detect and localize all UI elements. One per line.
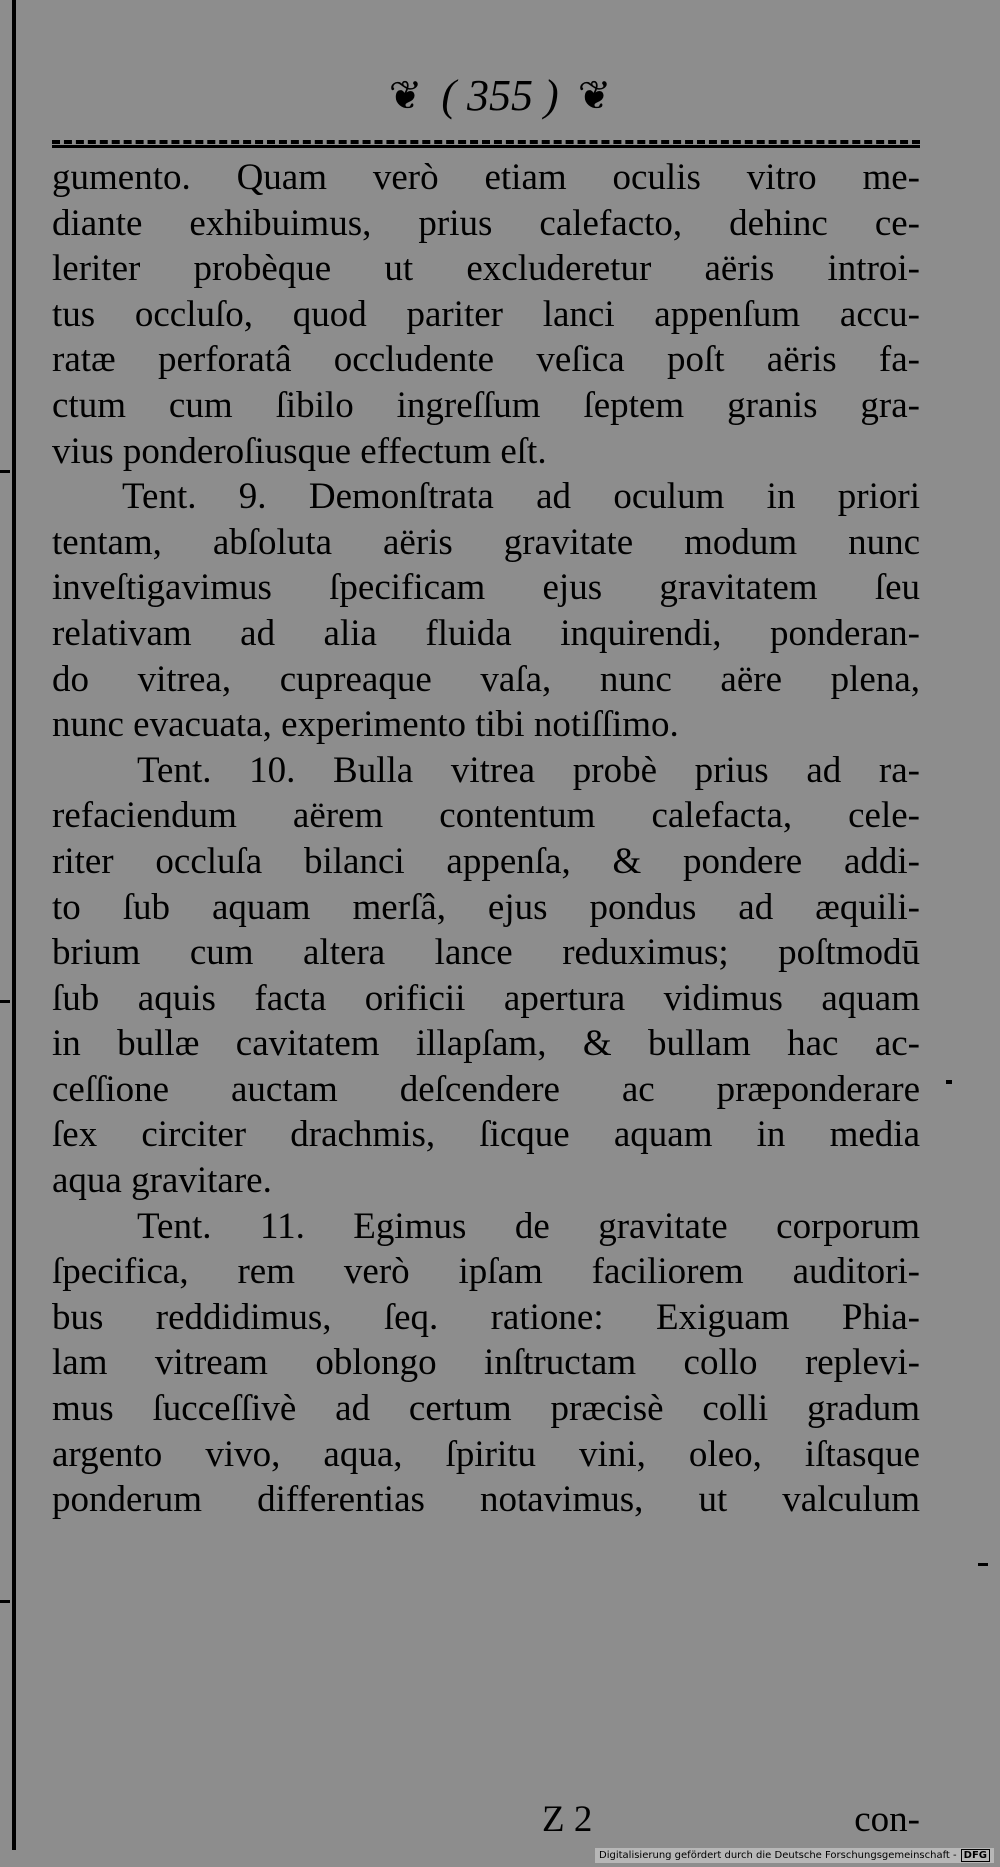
text-line: mus ſucceſſivè ad certum præcisè colli gradum xyxy=(52,1388,920,1430)
body-text xyxy=(52,155,920,1523)
page-edge-rule xyxy=(12,0,16,1850)
left-ornament-icon: ❦ xyxy=(388,72,423,119)
page-footer xyxy=(52,1798,920,1848)
text-line: leriter probèque ut excluderetur aëris introi- xyxy=(52,248,920,290)
text-line: gumento. Quam verò etiam oculis vitro me- xyxy=(52,157,920,198)
text-line: relativam ad alia fluida inquirendi, ponderan- xyxy=(52,612,920,654)
text-line: brium cum altera lance reduximus; poſtmodū xyxy=(52,932,920,974)
text-line: Tent. 10. Bulla vitrea probè prius ad ra- xyxy=(137,749,920,791)
scan-speck xyxy=(946,1080,952,1084)
text-line: ſex circiter drachmis, ſicque aquam in media xyxy=(52,1114,920,1156)
text-line: aqua gravitare. xyxy=(52,1160,272,1202)
text-line: lam vitream oblongo inſtructam collo replevi- xyxy=(52,1342,920,1384)
text-line: in bullæ cavitatem illapſam, & bullam hac ac- xyxy=(52,1023,920,1065)
text-line: Tent. 9. Demonſtrata ad oculum in priori xyxy=(122,476,920,518)
text-line: ctum cum ſibilo ingreſſum ſeptem granis gra- xyxy=(52,384,920,426)
edge-mark xyxy=(0,1000,10,1003)
text-line: diante exhibuimus, prius calefacto, dehinc ce- xyxy=(52,202,920,244)
text-line: vius ponderoſiusque effectum eſt. xyxy=(52,430,547,472)
signature-mark: Z 2 xyxy=(542,1799,593,1840)
text-line: bus reddidimus, ſeq. ratione: Exiguam Phia- xyxy=(52,1296,920,1338)
text-line: ſpecifica, rem verò ipſam faciliorem auditori- xyxy=(52,1251,920,1293)
edge-mark xyxy=(0,470,10,473)
text-line: argento vivo, aqua, ſpiritu vini, oleo, iſtasque xyxy=(52,1433,920,1475)
digitization-credit xyxy=(595,1848,994,1863)
scan-speck xyxy=(978,1563,988,1566)
text-line: ratæ perforatâ occludente veſica poſt aëris fa- xyxy=(52,339,920,381)
catchword: con- xyxy=(854,1799,920,1840)
text-line: inveſtigavimus ſpecificam ejus gravitatem ſeu xyxy=(52,567,920,609)
page-number: ( 355 ) xyxy=(441,71,559,120)
header-rule xyxy=(52,140,920,148)
page-header xyxy=(0,70,1000,130)
text-line: tentam, abſoluta aëris gravitate modum nunc xyxy=(52,521,920,563)
credit-text: Digitalisierung gefördert durch die Deutsche Forschungsgemeinschaft - xyxy=(599,1850,957,1861)
text-line: ſub aquis facta orificii apertura vidimus aquam xyxy=(52,977,920,1019)
text-line: Tent. 11. Egimus de gravitate corporum xyxy=(137,1205,920,1247)
text-line: to ſub aquam merſâ, ejus pondus ad æquili- xyxy=(52,886,920,928)
dfg-logo: DFG xyxy=(961,1849,990,1862)
edge-mark xyxy=(0,1600,10,1603)
text-line: do vitrea, cupreaque vaſa, nunc aëre plena, xyxy=(52,658,920,700)
text-line: riter occluſa bilanci appenſa, & pondere addi- xyxy=(52,840,920,882)
text-line: nunc evacuata, experimento tibi notiſſimo. xyxy=(52,704,679,746)
text-line: tus occluſo, quod pariter lanci appenſum accu- xyxy=(52,293,920,335)
text-line: ceſſione auctam deſcendere ac præponderare xyxy=(52,1068,920,1110)
text-line: refaciendum aërem contentum calefacta, cele- xyxy=(52,795,920,837)
right-ornament-icon: ❦ xyxy=(577,72,612,119)
text-line: ponderum differentias notavimus, ut valculum xyxy=(52,1479,920,1521)
